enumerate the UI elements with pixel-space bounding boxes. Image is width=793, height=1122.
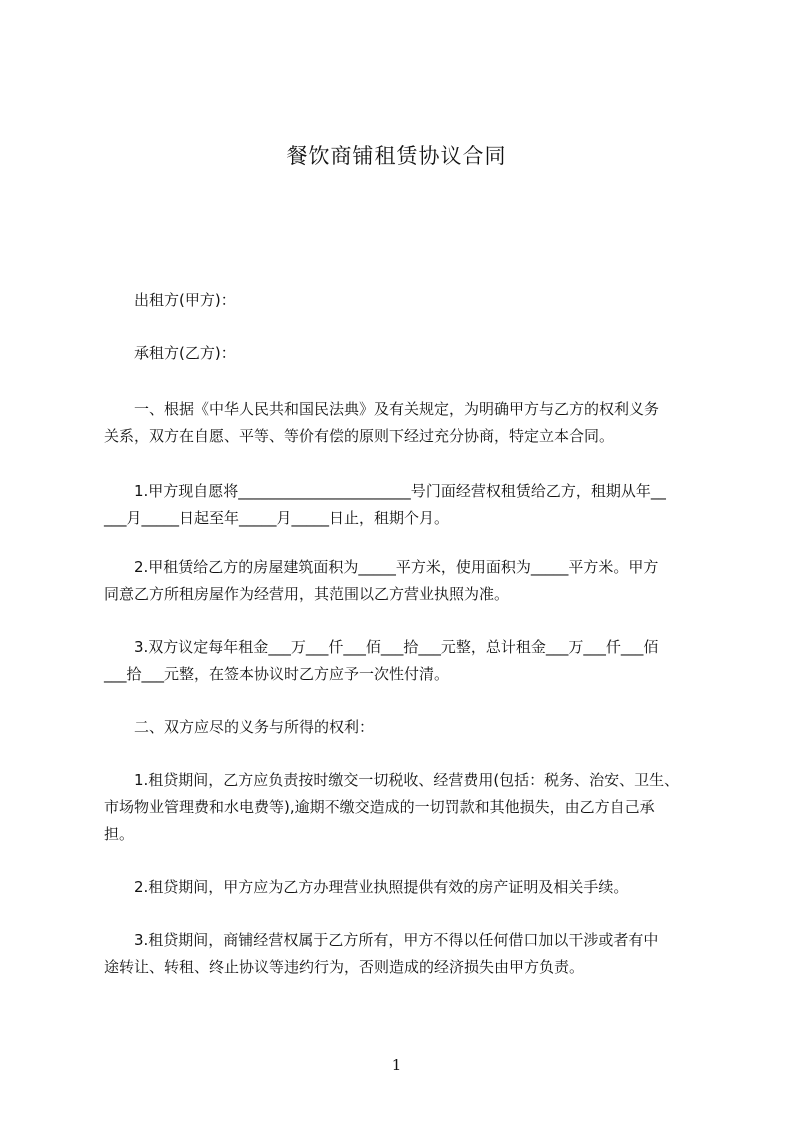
text-line: 3.双方议定每年租金___万___仟___佰___拾___元整，总计租金___万___仟___佰	[104, 638, 659, 656]
page-number: 1	[391, 1056, 402, 1074]
text-line: 出租方(甲方)：	[104, 291, 236, 309]
section-one-paragraph	[104, 396, 708, 450]
text-line: 途转让、转租、终止协议等违约行为，否则造成的经济损失由甲方负责。	[104, 958, 585, 976]
text-line: 市场物业管理费和水电费等),逾期不缴交造成的一切罚款和其他损失，由乙方自己承	[104, 798, 655, 816]
lessee-paragraph	[104, 340, 708, 367]
clause-2-3-paragraph	[104, 927, 708, 981]
text-line: 2.甲租赁给乙方的房屋建筑面积为_____平方米，使用面积为_____平方米。甲方	[104, 558, 659, 576]
document-title: 餐饮商铺租赁协议合同	[286, 144, 507, 168]
text-line: 承租方(乙方)：	[104, 344, 236, 362]
text-line: ___月_____日起至年_____月_____日止，租期个月。	[104, 509, 450, 527]
clause-1-3-paragraph	[104, 634, 708, 688]
text-line: 一、根据《中华人民共和国民法典》及有关规定，为明确甲方与乙方的权利义务	[104, 400, 660, 418]
text-line: 同意乙方所租房屋作为经营用，其范围以乙方营业执照为准。	[104, 585, 510, 603]
text-line: 1.甲方现自愿将_______________________号门面经营权租赁给乙方，租期从年__	[104, 482, 666, 500]
section-two-paragraph	[104, 714, 708, 741]
text-line: ___拾___元整，在签本协议时乙方应予一次性付清。	[104, 665, 450, 683]
clause-1-2-paragraph	[104, 554, 708, 608]
text-line: 担。	[104, 825, 135, 843]
clause-1-1-paragraph	[104, 478, 708, 532]
text-line: 3.租贷期间，商铺经营权属于乙方所有，甲方不得以任何借口加以干涉或者有中	[104, 931, 659, 949]
lessor-paragraph	[104, 287, 708, 314]
text-line: 1.租贷期间，乙方应负责按时缴交一切税收、经营费用(包括：税务、治安、卫生、	[104, 771, 680, 789]
clause-2-2-paragraph	[104, 874, 708, 901]
clause-2-1-paragraph	[104, 767, 708, 848]
text-line: 二、双方应尽的义务与所得的权利：	[104, 718, 375, 736]
text-line: 2.租贷期间，甲方应为乙方办理营业执照提供有效的房产证明及相关手续。	[104, 878, 629, 896]
text-line: 关系，双方在自愿、平等、等价有偿的原则下经过充分协商，特定立本合同。	[104, 427, 615, 445]
